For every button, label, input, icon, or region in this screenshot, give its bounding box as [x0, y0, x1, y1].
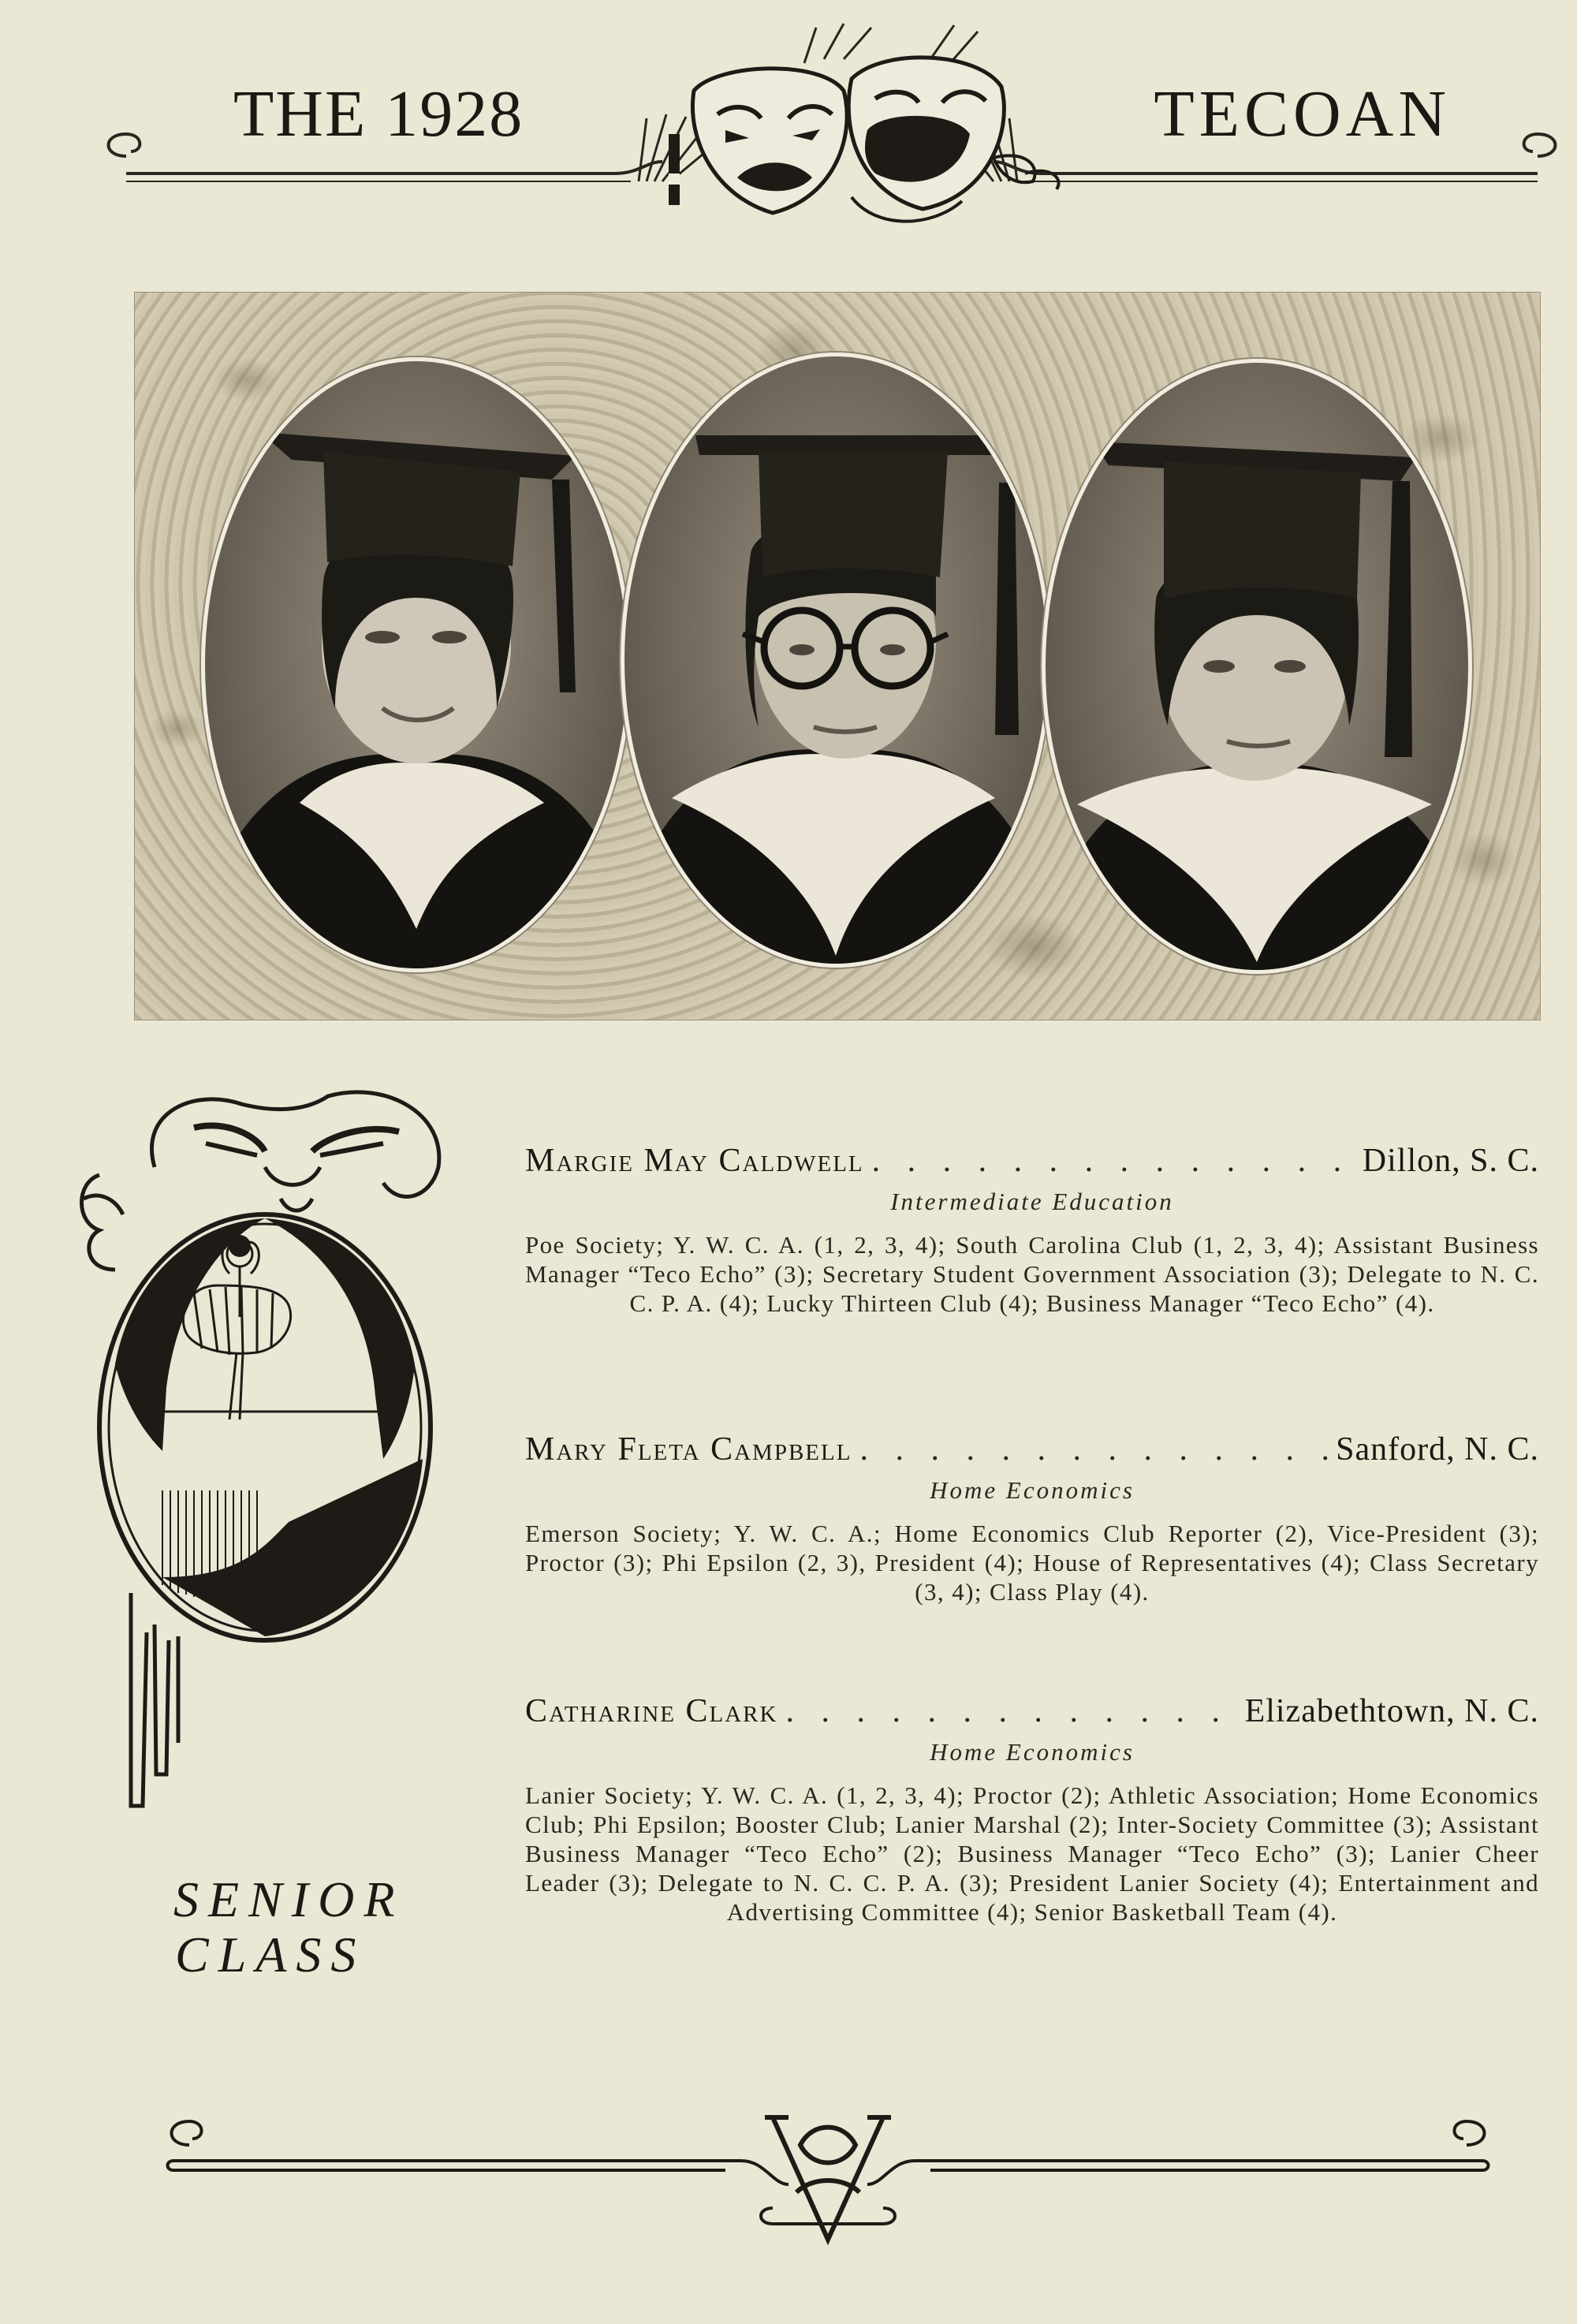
student-major: Home Economics — [930, 1476, 1135, 1504]
senior-entry — [525, 1692, 1539, 1927]
graduate-portrait-icon — [1046, 363, 1468, 970]
entry-name-row — [525, 1142, 1539, 1180]
senior-class-line-2: CLASS — [175, 1927, 366, 1983]
student-hometown: Elizabethtown, N. C. — [1244, 1693, 1539, 1729]
portrait-mary-campbell — [621, 353, 1051, 968]
student-activities: Emerson Society; Y. W. C. A.; Home Economics Club Reporter (2), Vice-President (3); Proctor (3); Phi Epsilon (2, 3), President (4); House of Representatives (4); Class Secretary (3, 4); Class Play (4). — [525, 1520, 1539, 1606]
portrait-panel — [134, 292, 1541, 1020]
student-activities: Poe Society; Y. W. C. A. (1, 2, 3, 4); South Carolina Club (1, 2, 3, 4); Assistant Business Manager “Teco Echo” (3); Secretary Student Government Association (3); Delegate to N. C. C. P. A. (4); Lucky Thirteen Club (4); Business Manager “Teco Echo” (4). — [525, 1231, 1539, 1317]
theater-masks-icon — [95, 16, 1569, 229]
leader-dots — [859, 1431, 1328, 1468]
student-major: Intermediate Education — [890, 1188, 1174, 1215]
portrait-catharine-clark — [1042, 359, 1472, 974]
leader-dots — [785, 1692, 1236, 1730]
student-name: Mary Fleta Campbell — [525, 1431, 852, 1468]
leader-dots — [872, 1142, 1355, 1180]
entry-name-row — [525, 1431, 1539, 1468]
student-name: Catharine Clark — [525, 1693, 778, 1729]
header-book-title: TECOAN — [1154, 77, 1451, 151]
portrait-margie-caldwell — [201, 357, 632, 972]
student-name: Margie May Caldwell — [525, 1143, 864, 1179]
senior-class-line-1: SENIOR — [173, 1871, 405, 1927]
student-hometown: Dillon, S. C. — [1362, 1143, 1539, 1179]
header-year-title: THE 1928 — [233, 77, 524, 151]
student-major: Home Economics — [930, 1738, 1135, 1766]
graduate-portrait-glasses-icon — [624, 356, 1047, 964]
student-hometown: Sanford, N. C. — [1336, 1431, 1539, 1468]
graduate-portrait-icon — [205, 361, 628, 968]
senior-entry — [525, 1142, 1539, 1318]
student-activities: Lanier Society; Y. W. C. A. (1, 2, 3, 4); Proctor (2); Athletic Association; Home Economics Club; Phi Epsilon; Booster Club; Lanier Marshal (2); Inter-Society Committee (3); Assistant Business Manager “Teco Echo” (2); Business Manager “Teco Echo” (3); Lanier Cheer Leader (3); Delegate to N. C. C. P. A. (3); President Lanier Society (4); Entertainment and Advertising Committee (4); Senior Basketball Team (4). — [525, 1781, 1539, 1926]
senior-class-label — [173, 1872, 473, 1983]
entry-name-row — [525, 1692, 1539, 1730]
mask-dancer-icon — [68, 1080, 462, 1822]
monogram-ornament-icon — [158, 2113, 1498, 2248]
senior-entry — [525, 1431, 1539, 1606]
